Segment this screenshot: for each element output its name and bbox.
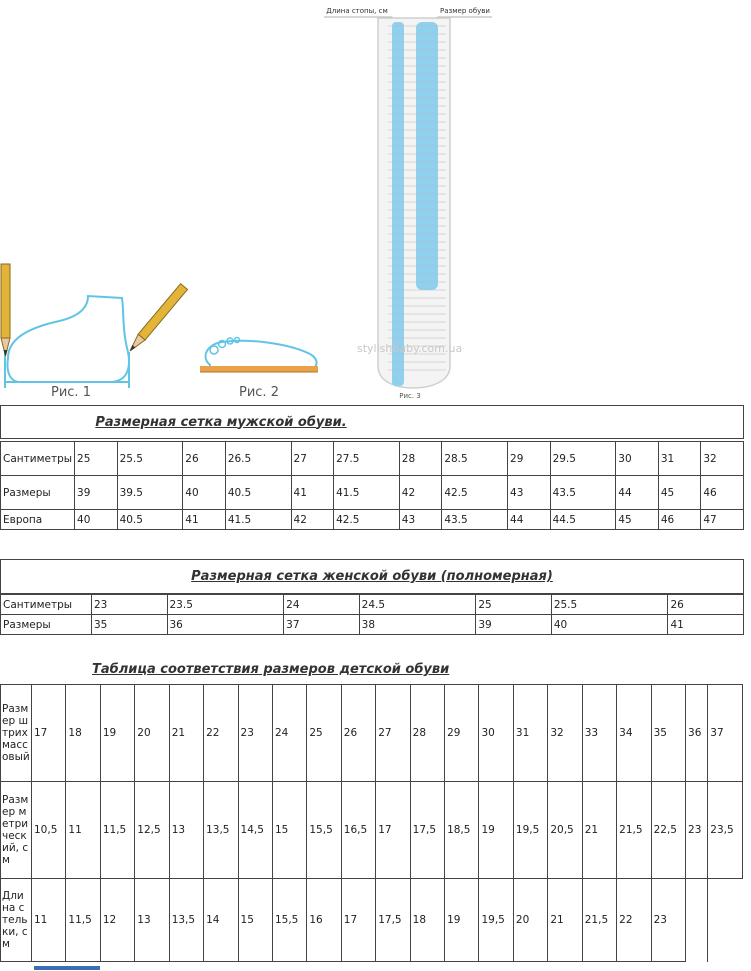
men-cell: 40.5 [117,510,183,530]
women-cell: 24.5 [359,595,476,615]
men-cell: 31 [658,442,701,476]
men-table-title: Размерная сетка мужской обуви. [95,414,347,430]
kids-cell: 10,5 [32,782,66,879]
kids-empty-cell [686,879,708,962]
kids-cell: 19 [100,685,134,782]
men-cell: 29 [508,442,551,476]
women-cell: 41 [668,615,744,635]
kids-cell: 13 [169,782,203,879]
men-cell: 45 [658,476,701,510]
kids-row [1,879,743,962]
kids-cell: 17 [376,782,410,879]
men-cell: 44 [616,476,659,510]
kids-cell: 23 [238,685,272,782]
women-cell: 35 [92,615,168,635]
kids-row [1,782,743,879]
kids-cell: 18,5 [445,782,479,879]
men-cell: 43 [508,476,551,510]
women-size-section [0,559,744,635]
kids-cell: 16,5 [341,782,375,879]
women-cell: 36 [167,615,284,635]
kids-cell: 23 [651,879,685,962]
kids-cell: 21 [582,782,616,879]
men-cell: 42.5 [334,510,400,530]
kids-cell: 17,5 [410,782,444,879]
kids-cell: 21,5 [582,879,616,962]
kids-cell: 18 [66,685,100,782]
kids-cell: 19,5 [513,782,547,879]
kids-cell: 25 [307,685,341,782]
kids-row [1,685,743,782]
men-cell: 42 [291,510,334,530]
men-cell: 40.5 [225,476,291,510]
men-cell: 26 [183,442,226,476]
kids-empty-cell [708,879,743,962]
kids-cell: 37 [708,685,743,782]
men-row [1,476,744,510]
bottom-scroll-indicator [34,966,100,970]
men-cell: 43.5 [442,510,508,530]
women-cell: 24 [284,595,360,615]
women-size-table [0,594,744,635]
women-cell: 37 [284,615,360,635]
men-row-label: Европа [1,510,75,530]
fig1-label: Рис. 1 [51,385,91,400]
kids-cell: 17 [341,879,375,962]
men-cell: 43.5 [550,476,616,510]
women-cell: 23.5 [167,595,284,615]
women-row [1,595,744,615]
men-cell: 41 [291,476,334,510]
kids-cell: 14 [204,879,238,962]
women-cell: 25.5 [551,595,668,615]
men-cell: 32 [701,442,744,476]
fig3-label: Рис. 3 [399,392,421,400]
women-row-label: Сантиметры [1,595,92,615]
kids-cell: 11 [66,782,100,879]
kids-cell: 19 [445,879,479,962]
kids-row-label: Длина стельки, см [1,879,32,962]
women-row-label: Размеры [1,615,92,635]
fig2-label: Рис. 2 [239,385,279,400]
kids-cell: 13,5 [169,879,203,962]
men-cell: 26.5 [225,442,291,476]
men-cell: 25 [75,442,118,476]
kids-cell: 28 [410,685,444,782]
kids-cell: 21 [169,685,203,782]
men-cell: 29.5 [550,442,616,476]
men-cell: 41 [183,510,226,530]
men-cell: 40 [183,476,226,510]
kids-cell: 11,5 [100,782,134,879]
ruler-right-header: Размер обуви [440,7,490,15]
kids-cell: 15 [272,782,306,879]
men-cell: 42 [399,476,442,510]
kids-cell: 21,5 [617,782,651,879]
men-row-label: Сантиметры [1,442,75,476]
kids-cell: 12 [100,879,134,962]
kids-cell: 19 [479,782,513,879]
women-cell: 39 [476,615,552,635]
kids-cell: 29 [445,685,479,782]
kids-cell: 33 [582,685,616,782]
kids-cell: 35 [651,685,685,782]
kids-cell: 36 [686,685,708,782]
kids-cell: 13 [135,879,169,962]
men-row-label: Размеры [1,476,75,510]
men-cell: 39.5 [117,476,183,510]
kids-cell: 23 [686,782,708,879]
women-cell: 40 [551,615,668,635]
kids-cell: 11,5 [66,879,100,962]
women-table-title: Размерная сетка женской обуви (полномерная) [191,569,553,584]
men-cell: 43 [399,510,442,530]
men-cell: 25.5 [117,442,183,476]
fig2-drawing [200,338,318,373]
men-cell: 41.5 [225,510,291,530]
men-row [1,442,744,476]
women-title-box [0,559,744,594]
kids-cell: 22 [204,685,238,782]
kids-cell: 11 [32,879,66,962]
kids-cell: 16 [307,879,341,962]
watermark: stylishbaby.com.ua [357,342,463,355]
kids-row-label: Размер метрический, см [1,782,32,879]
men-cell: 41.5 [334,476,400,510]
kids-cell: 19,5 [479,879,513,962]
ruler-left-header: Длина стопы, см [326,7,388,15]
kids-cell: 31 [513,685,547,782]
women-cell: 25 [476,595,552,615]
men-cell: 27 [291,442,334,476]
kids-cell: 22,5 [651,782,685,879]
men-cell: 46 [658,510,701,530]
kids-cell: 34 [617,685,651,782]
kids-cell: 23,5 [708,782,743,879]
men-cell: 42.5 [442,476,508,510]
men-size-section [0,405,744,530]
kids-cell: 20,5 [548,782,582,879]
kids-cell: 13,5 [204,782,238,879]
men-cell: 28.5 [442,442,508,476]
women-cell: 23 [92,595,168,615]
kids-cell: 12,5 [135,782,169,879]
kids-cell: 21 [548,879,582,962]
fig3-ruler [324,7,492,388]
kids-cell: 20 [135,685,169,782]
kids-cell: 14,5 [238,782,272,879]
men-cell: 28 [399,442,442,476]
men-cell: 46 [701,476,744,510]
kids-cell: 30 [479,685,513,782]
men-cell: 27.5 [334,442,400,476]
kids-cell: 26 [341,685,375,782]
kids-table-title: Таблица соответствия размеров детской обуви [92,662,450,677]
kids-cell: 24 [272,685,306,782]
kids-cell: 27 [376,685,410,782]
men-title-box [0,405,744,439]
men-cell: 45 [616,510,659,530]
kids-cell: 17,5 [376,879,410,962]
women-cell: 26 [668,595,744,615]
kids-row-label: Размер штрихмассовый [1,685,32,782]
men-cell: 44.5 [550,510,616,530]
men-cell: 39 [75,476,118,510]
men-size-table [0,441,744,530]
men-cell: 30 [616,442,659,476]
kids-cell: 22 [617,879,651,962]
men-cell: 40 [75,510,118,530]
kids-cell: 15,5 [272,879,306,962]
women-row [1,615,744,635]
women-cell: 38 [359,615,476,635]
men-cell: 44 [508,510,551,530]
kids-cell: 18 [410,879,444,962]
fig1-drawing [1,264,187,388]
kids-cell: 32 [548,685,582,782]
kids-cell: 20 [513,879,547,962]
kids-cell: 15 [238,879,272,962]
foot-measurement-illustration [0,0,751,402]
kids-size-table [0,684,743,962]
kids-cell: 15,5 [307,782,341,879]
kids-cell: 17 [32,685,66,782]
men-cell: 47 [701,510,744,530]
men-row [1,510,744,530]
